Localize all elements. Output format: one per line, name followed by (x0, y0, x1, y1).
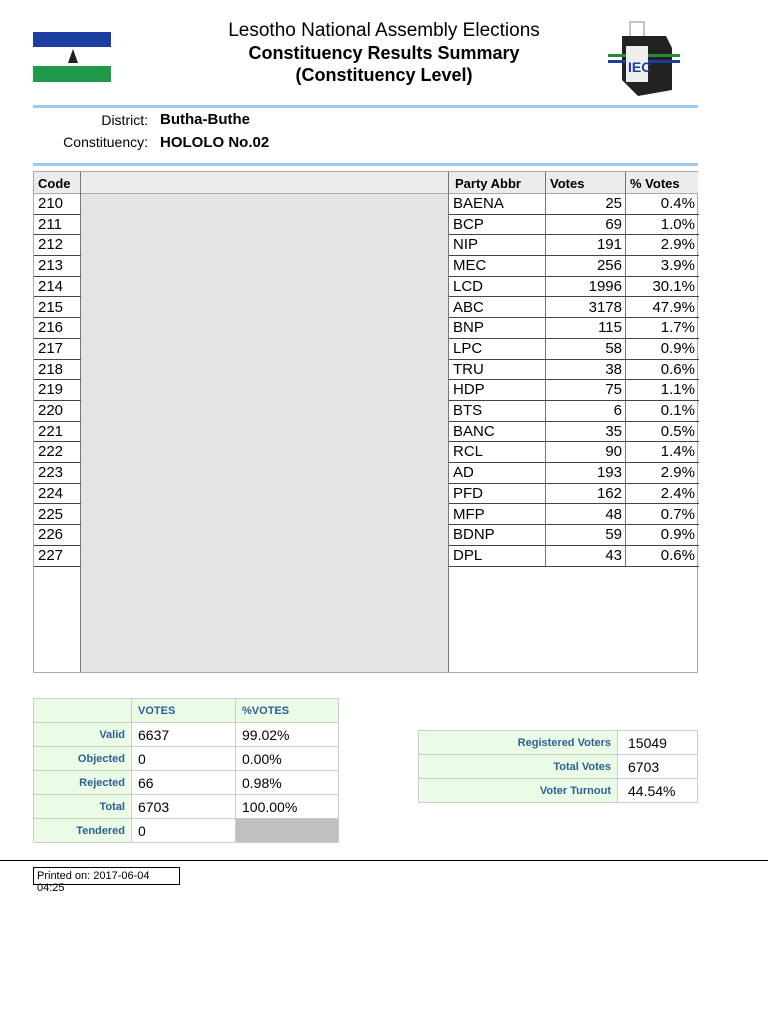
summary-votes: 0 (132, 819, 236, 843)
summary-row (34, 819, 339, 843)
result-party: TRU (449, 360, 546, 381)
result-votes: 6 (546, 401, 626, 422)
result-party: BTS (449, 401, 546, 422)
result-code: 216 (34, 318, 81, 339)
result-party: BNP (449, 318, 546, 339)
result-pct: 1.1% (626, 380, 699, 401)
result-code: 214 (34, 277, 81, 298)
lesotho-flag (33, 32, 111, 82)
constituency-value: HOLOLO No.02 (160, 134, 270, 151)
candidate-area (81, 172, 449, 672)
result-votes: 75 (546, 380, 626, 401)
summary-pct: 0.98% (236, 771, 339, 795)
svg-text:IEC: IEC (628, 59, 652, 75)
result-votes: 35 (546, 422, 626, 443)
summary-label: Valid (34, 723, 132, 747)
turnout-row (419, 755, 698, 779)
report-title: Lesotho National Assembly Elections (228, 20, 540, 41)
divider (33, 105, 698, 108)
result-pct: 0.5% (626, 422, 699, 443)
result-party: BANC (449, 422, 546, 443)
result-pct: 0.9% (626, 525, 699, 546)
turnout-label: Voter Turnout (419, 779, 618, 803)
summary-row (34, 723, 339, 747)
result-party: MFP (449, 505, 546, 526)
result-party: MEC (449, 256, 546, 277)
result-code: 222 (34, 442, 81, 463)
result-votes: 3178 (546, 298, 626, 319)
col-pct-votes: % Votes (626, 172, 698, 194)
result-party: LCD (449, 277, 546, 298)
summary-row (34, 771, 339, 795)
summary-label: Objected (34, 747, 132, 771)
col-votes: Votes (546, 172, 626, 194)
summary-votes: 6703 (132, 795, 236, 819)
result-party: LPC (449, 339, 546, 360)
turnout-label: Registered Voters (419, 731, 618, 755)
result-party: BCP (449, 215, 546, 236)
result-pct: 30.1% (626, 277, 699, 298)
result-pct: 1.4% (626, 442, 699, 463)
turnout-row (419, 731, 698, 755)
district-value: Butha-Buthe (160, 111, 250, 128)
result-code: 211 (34, 215, 81, 236)
summary-pct: 100.00% (236, 795, 339, 819)
result-votes: 58 (546, 339, 626, 360)
result-pct: 2.4% (626, 484, 699, 505)
turnout-value: 6703 (618, 755, 698, 779)
result-code: 215 (34, 298, 81, 319)
result-party: ABC (449, 298, 546, 319)
turnout-row (419, 779, 698, 803)
result-votes: 25 (546, 194, 626, 215)
summary-votes: 0 (132, 747, 236, 771)
summary-label: Tendered (34, 819, 132, 843)
turnout-value: 15049 (618, 731, 698, 755)
report-level: (Constituency Level) (295, 65, 473, 85)
result-code: 210 (34, 194, 81, 215)
divider (33, 163, 698, 166)
result-party: HDP (449, 380, 546, 401)
divider (0, 860, 768, 861)
col-party: Party Abbr (449, 172, 546, 194)
summary-votes: 6637 (132, 723, 236, 747)
result-votes: 69 (546, 215, 626, 236)
result-code: 213 (34, 256, 81, 277)
summary-row (34, 795, 339, 819)
result-pct: 2.9% (626, 235, 699, 256)
turnout-value: 44.54% (618, 779, 698, 803)
result-pct: 47.9% (626, 298, 699, 319)
result-votes: 256 (546, 256, 626, 277)
col-code: Code (34, 172, 81, 194)
summary-row (34, 747, 339, 771)
result-code: 223 (34, 463, 81, 484)
result-pct: 2.9% (626, 463, 699, 484)
vote-summary-table (33, 698, 339, 843)
result-party: BDNP (449, 525, 546, 546)
constituency-label: Constituency: (63, 134, 148, 150)
result-code: 227 (34, 546, 81, 567)
result-votes: 90 (546, 442, 626, 463)
summary-pct: 99.02% (236, 723, 339, 747)
result-party: BAENA (449, 194, 546, 215)
turnout-table (418, 730, 698, 803)
iec-logo-icon (608, 20, 680, 96)
result-pct: 0.9% (626, 339, 699, 360)
result-pct: 0.6% (626, 360, 699, 381)
turnout-label: Total Votes (419, 755, 618, 779)
result-pct: 3.9% (626, 256, 699, 277)
report-subtitle: Constituency Results Summary (248, 43, 520, 63)
mokorotlo-icon (68, 49, 78, 63)
result-party: RCL (449, 442, 546, 463)
summary-label: Rejected (34, 771, 132, 795)
result-code: 217 (34, 339, 81, 360)
result-pct: 1.7% (626, 318, 699, 339)
result-votes: 191 (546, 235, 626, 256)
result-pct: 0.1% (626, 401, 699, 422)
result-party: PFD (449, 484, 546, 505)
result-code: 220 (34, 401, 81, 422)
pct-votes-header: %VOTES (236, 699, 339, 723)
summary-pct (236, 819, 339, 843)
results-table (33, 171, 698, 673)
summary-votes: 66 (132, 771, 236, 795)
result-pct: 0.7% (626, 505, 699, 526)
result-pct: 1.0% (626, 215, 699, 236)
result-votes: 38 (546, 360, 626, 381)
result-votes: 48 (546, 505, 626, 526)
result-party: DPL (449, 546, 546, 567)
result-pct: 0.6% (626, 546, 699, 567)
result-code: 225 (34, 505, 81, 526)
result-code: 221 (34, 422, 81, 443)
votes-header: VOTES (132, 699, 236, 723)
result-code: 218 (34, 360, 81, 381)
result-code: 219 (34, 380, 81, 401)
result-code: 224 (34, 484, 81, 505)
result-party: NIP (449, 235, 546, 256)
report-header (150, 20, 618, 86)
result-code: 212 (34, 235, 81, 256)
result-votes: 59 (546, 525, 626, 546)
result-votes: 1996 (546, 277, 626, 298)
result-code: 226 (34, 525, 81, 546)
result-party: AD (449, 463, 546, 484)
result-votes: 193 (546, 463, 626, 484)
result-votes: 162 (546, 484, 626, 505)
summary-pct: 0.00% (236, 747, 339, 771)
printed-on: Printed on: 2017-06-04 04:25 (33, 867, 180, 885)
summary-label: Total (34, 795, 132, 819)
result-votes: 43 (546, 546, 626, 567)
result-pct: 0.4% (626, 194, 699, 215)
result-votes: 115 (546, 318, 626, 339)
district-label: District: (101, 112, 148, 128)
